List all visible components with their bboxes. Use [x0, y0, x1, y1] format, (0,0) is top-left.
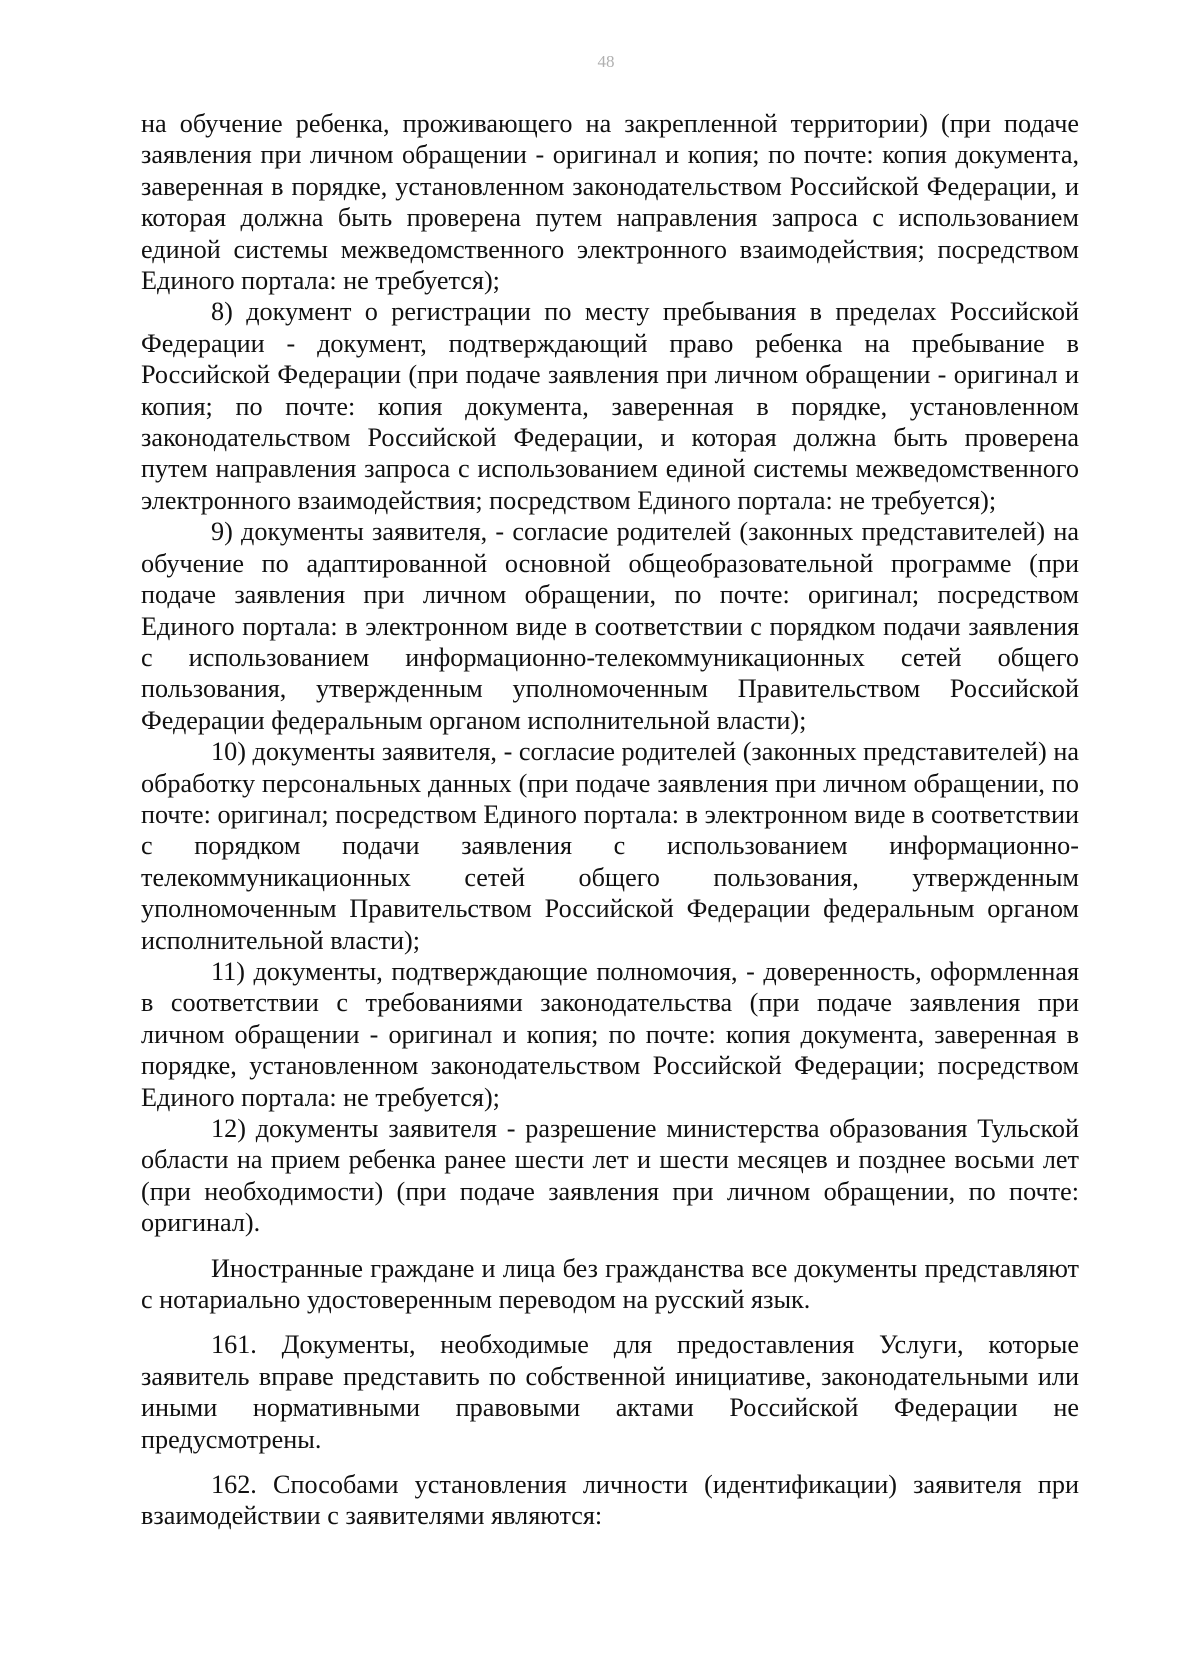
paragraph-162: 162. Способами установления личности (идентификации) заявителя при взаимодействии с заявителями являются:: [141, 1470, 1079, 1531]
paragraph-item-9: 9) документы заявителя, - согласие родителей (законных представителей) на обучение по адаптированной основной общеобразовательной программе (при подаче заявления при личном обращении, по почте: оригинал; посредством Единого портала: в электронном виде в соответствии с порядком подачи заявления с использованием информационно-телекоммуникационных сетей общего пользования, утвержденным уполномоченным Правительством Российской Федерации федеральным органом исполнительной власти);: [141, 517, 1079, 735]
paragraph-161: 161. Документы, необходимые для предоставления Услуги, которые заявитель вправе представить по собственной инициативе, законодательными или иными нормативными правовыми актами Российской Федерации не предусмотрены.: [141, 1330, 1079, 1454]
paragraph-item-10: 10) документы заявителя, - согласие родителей (законных представителей) на обработку персональных данных (при подаче заявления при личном обращении, по почте: оригинал; посредством Единого портала: в электронном виде в соответствии с порядком подачи заявления с использованием информационно-телекоммуникационных сетей общего пользования, утвержденным уполномоченным Правительством Российской Федерации федеральным органом исполнительной власти);: [141, 737, 1079, 955]
paragraph-item-11: 11) документы, подтверждающие полномочия, - доверенность, оформленная в соответствии с требованиями законодательства (при подаче заявления при личном обращении - оригинал и копия; по почте: копия документа, заверенная в порядке, установленном законодательством Российской Федерации; посредством Единого портала: не требуется);: [141, 956, 1079, 1112]
paragraph-item-12: 12) документы заявителя - разрешение министерства образования Тульской области на прием ребенка ранее шести лет и шести месяцев и позднее восьми лет (при необходимости) (при подаче заявления при личном обращении, по почте: оригинал).: [141, 1114, 1079, 1238]
paragraph-foreign-citizens: Иностранные граждане и лица без гражданства все документы представляют с нотариально удостоверенным переводом на русский язык.: [141, 1253, 1079, 1315]
document-body: [141, 108, 1079, 1532]
paragraph-continuation: на обучение ребенка, проживающего на закрепленной территории) (при подаче заявления при личном обращении - оригинал и копия; по почте: копия документа, заверенная в порядке, установленном законодательством Российской Федерации, и которая должна быть проверена путем направления запроса с использованием единой системы межведомственного электронного взаимодействия; посредством Единого портала: не требуется);: [141, 109, 1079, 296]
page-number: 48: [597, 52, 615, 71]
paragraph-item-8: 8) документ о регистрации по месту пребывания в пределах Российской Федерации - документ, подтверждающий право ребенка на пребывание в Российской Федерации (при подаче заявления при личном обращении - оригинал и копия; по почте: копия документа, заверенная в порядке, установленном законодательством Российской Федерации, и которая должна быть проверена путем направления запроса с использованием единой системы межведомственного электронного взаимодействия; посредством Единого портала: не требуется);: [141, 297, 1079, 515]
